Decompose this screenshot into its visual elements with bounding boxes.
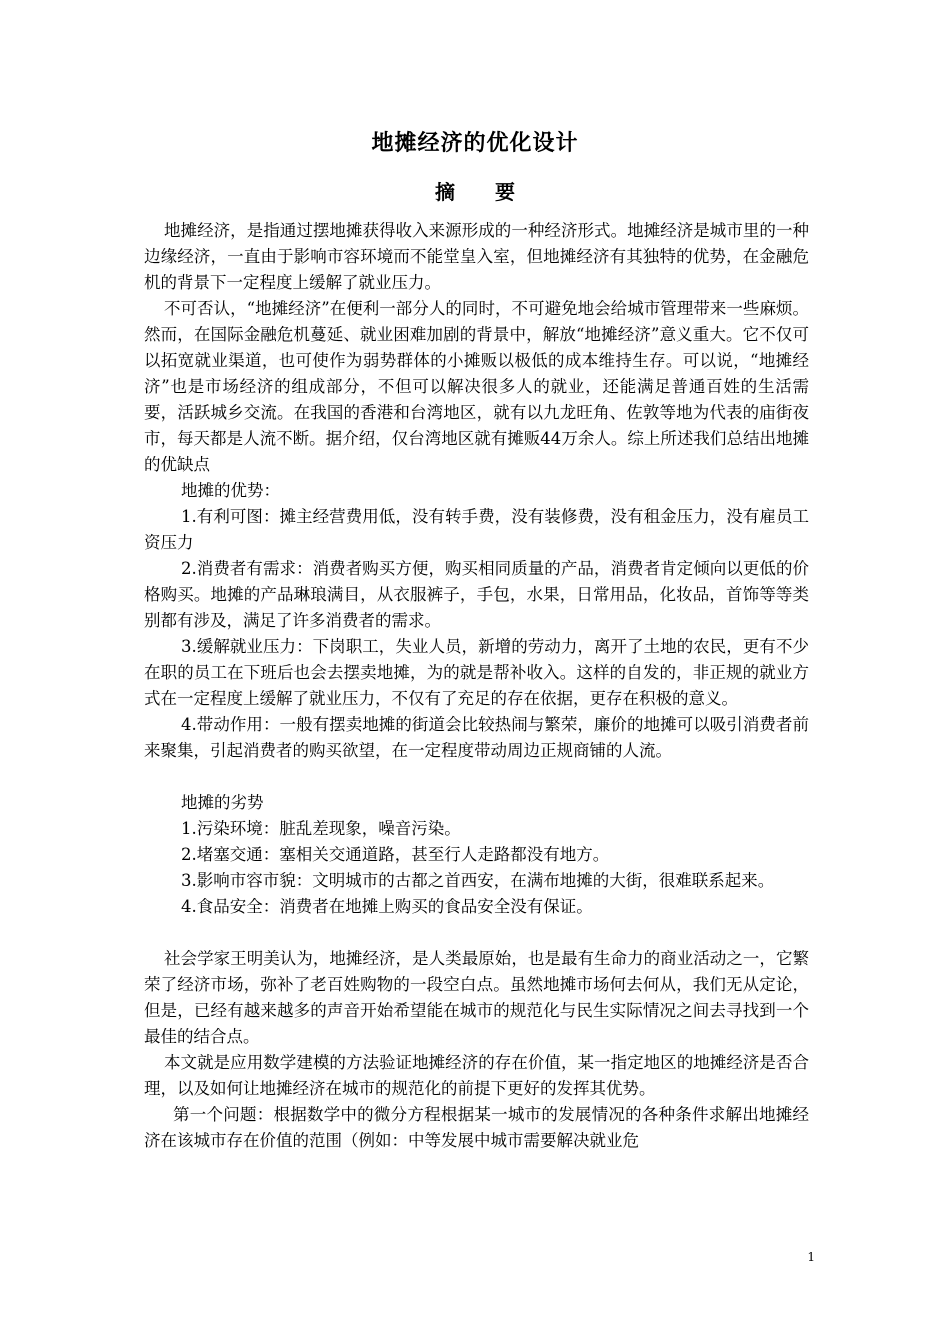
paragraph-context: 不可否认，“地摊经济”在便利一部分人的同时，不可避免地会给城市管理带来一些麻烦。然而，在国际金融危机蔓延、就业困难加剧的背景中，解放“地摊经济”意义重大。它不仅可以拓宽就业渠道，也可使作为弱势群体的小摊贩以极低的成本维持生存。可以说，“地摊经济”也是市场经济的组成部分，不但可以解决很多人的就业，还能满足普通百姓的生活需要，活跃城乡交流。在我国的香港和台湾地区，就有以九龙旺角、佐敦等地为代表的庙街夜市，每天都是人流不断。据介绍，仅台湾地区就有摊贩44万余人。综上所述我们总结出地摊的优缺点 [144,299,809,474]
document-title: 地摊经济的优化设计 [371,131,579,156]
paragraph-intro: 地摊经济，是指通过摆地摊获得收入来源形成的一种经济形式。地摊经济是城市里的一种边缘经济，一直由于影响市容环境而不能堂皇入室，但地摊经济有其独特的优势，在金融危机的背景下一定程度上缓解了就业压力。 [144,221,809,292]
document-body [144,218,809,1154]
page-number: 1 [807,1250,815,1264]
disadvantages-heading: 地摊的劣势 [181,793,264,812]
paragraph-purpose: 本文就是应用数学建模的方法验证地摊经济的存在价值，某一指定地区的地摊经济是否合理，以及如何让地摊经济在城市的规范化的前提下更好的发挥其优势。 [144,1053,809,1098]
advantage-item: 1.有利可图：摊主经营费用低，没有转手费，没有装修费，没有租金压力，没有雇员工资压力 [144,507,809,552]
disadvantage-item: 4.食品安全：消费者在地摊上购买的食品安全没有保证。 [181,897,593,916]
abstract-heading: 摘要 [435,180,555,204]
blank-line [144,920,809,946]
disadvantage-item: 1.污染环境：脏乱差现象，噪音污染。 [181,819,461,838]
blank-line [144,764,809,790]
advantage-item: 3.缓解就业压力：下岗职工，失业人员，新增的劳动力，离开了土地的农民，更有不少在职的员工在下班后也会去摆卖地摊，为的就是帮补收入。这样的自发的，非正规的就业方式在一定程度上缓解了就业压力，不仅有了充足的存在依据，更存在积极的意义。 [144,637,809,708]
paragraph-problem-one: 第一个问题：根据数学中的微分方程根据某一城市的发展情况的各种条件求解出地摊经济在该城市存在价值的范围（例如：中等发展中城市需要解决就业危 [144,1105,809,1150]
advantage-item: 4.带动作用：一般有摆卖地摊的街道会比较热闹与繁荣，廉价的地摊可以吸引消费者前来聚集，引起消费者的购买欲望，在一定程度带动周边正规商铺的人流。 [144,715,809,760]
disadvantage-item: 3.影响市容市貌：文明城市的古都之首西安，在满布地摊的大街，很难联系起来。 [181,871,775,890]
paragraph-sociologist: 社会学家王明美认为，地摊经济，是人类最原始，也是最有生命力的商业活动之一，它繁荣了经济市场，弥补了老百姓购物的一段空白点。虽然地摊市场何去何从，我们无从定论，但是，已经有越来越多的声音开始希望能在城市的规范化与民生实际情况之间去寻找到一个最佳的结合点。 [144,949,809,1046]
advantages-heading: 地摊的优势： [181,481,280,500]
advantage-item: 2.消费者有需求：消费者购买方便，购买相同质量的产品，消费者肯定倾向以更低的价格购买。地摊的产品琳琅满目，从衣服裤子，手包，水果，日常用品，化妆品，首饰等等类别都有涉及，满足了许多消费者的需求。 [144,559,809,630]
disadvantage-item: 2.堵塞交通：塞相关交通道路，甚至行人走路都没有地方。 [181,845,610,864]
